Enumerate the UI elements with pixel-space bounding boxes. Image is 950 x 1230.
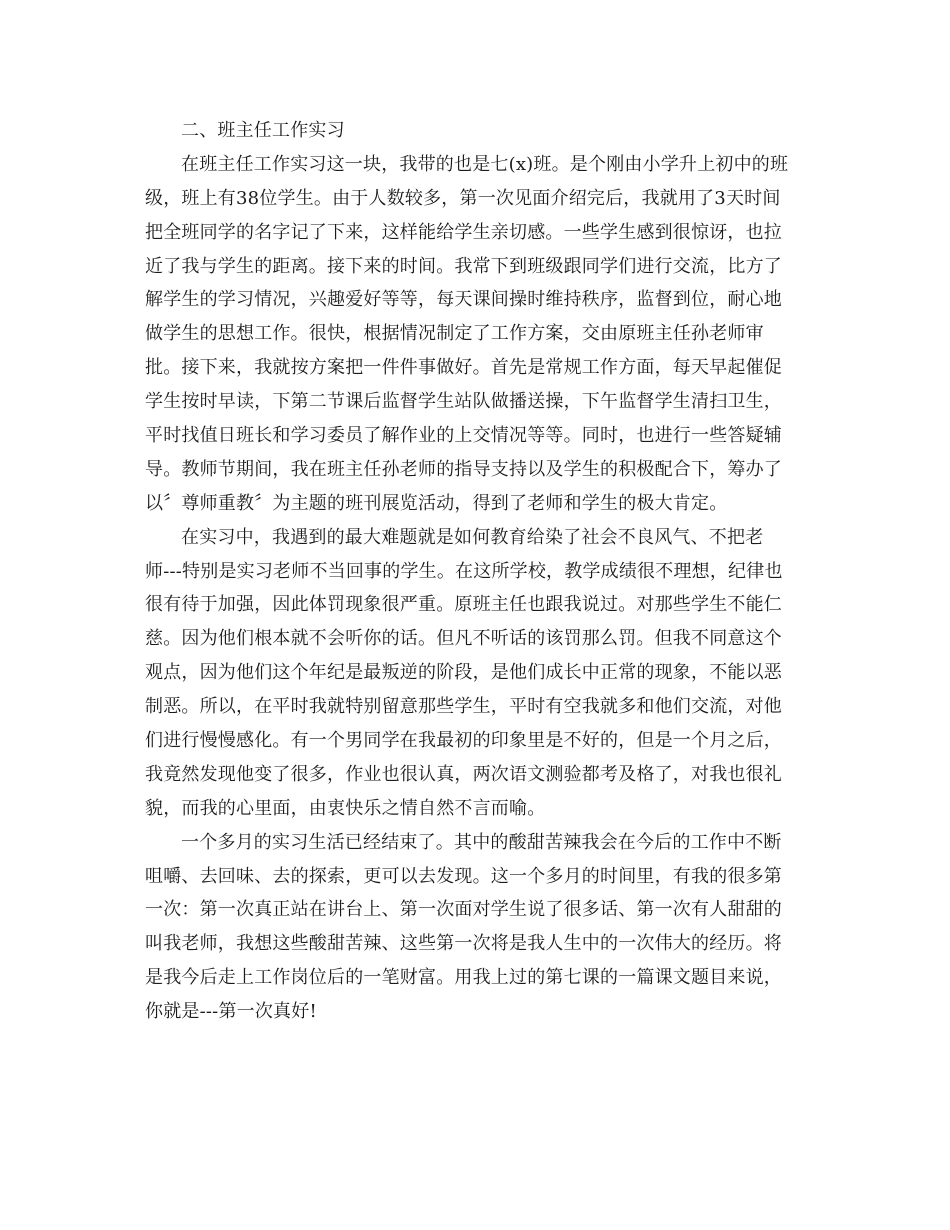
paragraph-line: 很有待于加强，因此体罚现象很严重。原班主任也跟我说过。对那些学生不能仁	[145, 594, 782, 616]
paragraph-line: 们进行慢慢感化。有一个男同学在我最初的印象里是不好的，但是一个月之后，	[145, 730, 782, 752]
paragraph-line: 学生按时早读，下第二节课后监督学生站队做播送操，下午监督学生清扫卫生，	[145, 391, 782, 413]
paragraph-line: 是我今后走上工作岗位后的一笔财富。用我上过的第七课的一篇课文题目来说，	[145, 967, 782, 989]
paragraph-line: 制恶。所以，在平时我就特别留意那些学生，平时有空我就多和他们交流，对他	[145, 696, 782, 718]
paragraph-line: 在班主任工作实习这一块，我带的也是七(x)班。是个刚由小学升上初中的班	[181, 153, 789, 175]
paragraph-line: 咀嚼、去回味、去的探索，更可以去发现。这一个多月的时间里，有我的很多第	[145, 865, 782, 887]
section-heading: 二、班主任工作实习	[181, 120, 345, 141]
paragraph-line: 我竟然发现他变了很多，作业也很认真，两次语文测验都考及格了，对我也很礼	[145, 763, 782, 785]
paragraph-line: 以〞尊师重教〞为主题的班刊展览活动，得到了老师和学生的极大肯定。	[145, 492, 728, 514]
paragraph-line: 在实习中，我遇到的最大难题就是如何教育给染了社会不良风气、不把老	[181, 526, 764, 548]
paragraph-line: 平时找值日班长和学习委员了解作业的上交情况等等。同时，也进行一些答疑辅	[145, 425, 782, 447]
paragraph-line: 做学生的思想工作。很快，根据情况制定了工作方案，交由原班主任孙老师审	[145, 323, 764, 345]
paragraph-line: 叫我老师，我想这些酸甜苦辣、这些第一次将是我人生中的一次伟大的经历。将	[145, 933, 782, 955]
paragraph-line: 一个多月的实习生活已经结束了。其中的酸甜苦辣我会在今后的工作中不断	[181, 831, 782, 853]
document-body	[145, 114, 805, 1029]
paragraph-line: 导。教师节期间，我在班主任孙老师的指导支持以及学生的积极配合下，筹办了	[145, 458, 782, 480]
paragraph-line: 解学生的学习情况，兴趣爱好等等，每天课间操时维持秩序，监督到位，耐心地	[145, 289, 782, 311]
paragraph-line: 慈。因为他们根本就不会听你的话。但凡不听话的该罚那么罚。但我不同意这个	[145, 628, 782, 650]
paragraph-line: 观点，因为他们这个年纪是最叛逆的阶段，是他们成长中正常的现象，不能以恶	[145, 662, 782, 684]
paragraph-line: 把全班同学的名字记了下来，这样能给学生亲切感。一些学生感到很惊讶，也拉	[145, 221, 782, 243]
paragraph-line: 师---特别是实习老师不当回事的学生。在这所学校，教学成绩很不理想，纪律也	[145, 560, 783, 582]
paragraph-line: 一次：第一次真正站在讲台上、第一次面对学生说了很多话、第一次有人甜甜的	[145, 899, 782, 921]
paragraph-line: 批。接下来，我就按方案把一件件事做好。首先是常规工作方面，每天早起催促	[145, 357, 782, 379]
paragraph-line: 你就是---第一次真好!	[145, 1001, 317, 1023]
paragraph-line: 近了我与学生的距离。接下来的时间。我常下到班级跟同学们进行交流，比方了	[145, 255, 782, 277]
paragraph-class-teacher-work	[145, 148, 805, 521]
paragraph-line: 貌，而我的心里面，由衷快乐之情自然不言而喻。	[145, 797, 546, 819]
paragraph-conclusion	[145, 826, 805, 1029]
paragraph-line: 级，班上有38位学生。由于人数较多，第一次见面介绍完后，我就用了3天时间	[145, 187, 781, 209]
paragraph-difficulties	[145, 521, 805, 826]
